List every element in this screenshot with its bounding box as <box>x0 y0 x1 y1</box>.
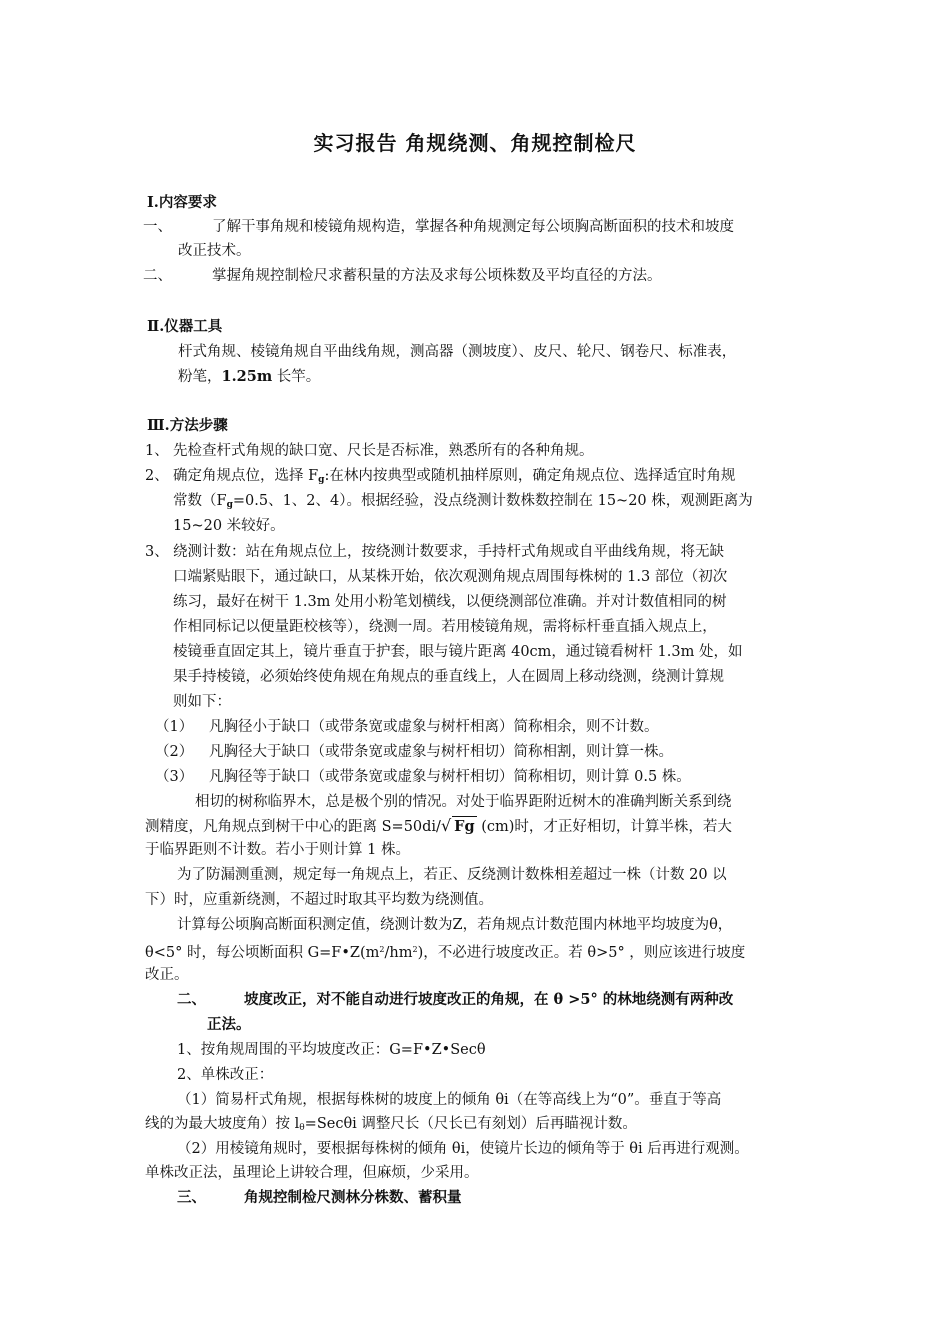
item-2-line-1: 掌握角规控制检尺求蓄积量的方法及求每公顷株数及平均直径的方法。 <box>212 268 662 284</box>
rule-1-number: （1） <box>155 719 194 735</box>
recount-para-line-2: 下）时，应重新绕测，不超过时取其平均数为绕测值。 <box>145 892 493 908</box>
basal-text-c: )，不必进行坡度改正。若 θ>5° ，则应该进行坡度 <box>417 945 746 961</box>
step-3-line-3: 练习，最好在树干 1.3m 处用小粉笔划横线，以便绕测部位准确。并对计数值相同的树 <box>173 594 727 610</box>
step-2-line-2 <box>173 491 753 515</box>
rule-3-number: （3） <box>155 769 194 785</box>
section-3-number: Ⅲ. <box>147 417 170 434</box>
superscript-1: 2 <box>379 945 385 954</box>
slope-method-2b-line-1: （2）用棱镜角规时，要根据每株树的倾角 θi，使镜片长边的倾角等于 θi 后再进行观测。 <box>177 1141 749 1157</box>
basal-text-a: θ<5° 时，每公顷断面积 G=F•Z(m <box>145 945 380 961</box>
slope-method-1: 1、按角规周围的平均坡度改正：G=F•Z•Secθ <box>177 1042 486 1058</box>
tools-text-end: 长竿。 <box>272 369 321 385</box>
step-3-line-2: 口端紧贴眼下，通过缺口，从某株开始，依次观测角规点周围每株树的 1.3 部位（初次 <box>173 569 728 585</box>
rule-2-number: （2） <box>155 744 194 760</box>
step-3-line-6: 果手持棱镜，必须始终使角规在角规点的垂直线上，人在圆周上移动绕测，绕测计算规 <box>173 669 724 685</box>
item-1-line-2: 改正技术。 <box>178 243 251 259</box>
critical-para-line-2 <box>145 816 732 837</box>
method-2a-text-a: 线的为最大坡度角）按 l <box>145 1116 300 1132</box>
fg-subscript: g <box>318 475 325 485</box>
control-heading: 角规控制检尺测林分株数、蓄积量 <box>244 1189 462 1206</box>
step-2-text-c: 常数（F <box>173 493 227 509</box>
recount-para-line-1: 为了防漏测重测，规定每一角规点上，若正、反绕测计数株相差超过一株（计数 20 以 <box>177 867 727 883</box>
critical-text-a: 测精度，凡角规点到树干中心的距离 S=50di/ <box>145 819 441 835</box>
rule-1-text: 凡胸径小于缺口（或带条宽或虚象与树杆相离）简称相余，则不计数。 <box>209 719 659 735</box>
item-1-line-1: 了解干事角规和棱镜角规构造，掌握各种角规测定每公顷胸高断面积的技术和坡度 <box>212 219 734 235</box>
basal-para-line-3: 改正。 <box>145 967 189 983</box>
tools-line-1: 杆式角规、棱镜角规自平曲线角规，测高器（测坡度）、皮尺、轮尺、钢卷尺、标准表， <box>178 344 737 360</box>
rule-2-text: 凡胸径大于缺口（或带条宽或虚象与树杆相切）简称相割，则计算一株。 <box>209 744 673 760</box>
slope-heading-line-2: 正法。 <box>207 1016 251 1033</box>
step-3-line-7: 则如下： <box>173 694 231 710</box>
tools-length: 1.25m <box>221 368 273 385</box>
step-2-text-d: =0.5、1、2、4）。根据经验，没点绕测计数株数控制在 15~20 株，观测距离为 <box>232 493 753 509</box>
step-3-number: 3、 <box>145 544 169 560</box>
section-1-heading <box>147 193 217 213</box>
section-2-title: 仪器工具 <box>164 318 223 335</box>
theta-subscript: θ <box>299 1123 305 1133</box>
control-number: 三、 <box>177 1189 206 1206</box>
section-3-title: 方法步骤 <box>169 417 228 434</box>
slope-method-2a-line-2 <box>145 1114 637 1138</box>
superscript-2: 2 <box>412 945 418 954</box>
step-2-text-b: :在林内按典型或随机抽样原则，确定角规点位、选择适宜时角规 <box>324 468 736 484</box>
slope-method-2: 2、单株改正： <box>177 1067 274 1083</box>
tools-text: 粉笔， <box>178 369 222 385</box>
basal-para-line-1: 计算每公顷胸高断面积测定值，绕测计数为Z，若角规点计数范围内林地平均坡度为θ， <box>177 917 733 933</box>
section-1-title: 内容要求 <box>158 194 217 211</box>
step-1-line-1: 先检查杆式角规的缺口宽、尺长是否标准，熟悉所有的各种角规。 <box>173 443 594 459</box>
section-3-heading <box>147 416 228 436</box>
critical-text-b: (cm)时，才正好相切，计算半株，若大 <box>476 819 732 835</box>
critical-para-line-1: 相切的树称临界木，总是极个别的情况。对处于临界距附近树木的准确判断关系到绕 <box>195 794 732 810</box>
section-2-number: Ⅱ. <box>147 318 165 335</box>
slope-number: 二、 <box>177 991 206 1008</box>
step-1-number: 1、 <box>145 443 169 459</box>
slope-heading-line-1: 坡度改正，对不能自动进行坡度改正的角规，在 θ >5° 的林地绕测有两种改 <box>244 991 734 1008</box>
rule-3-text: 凡胸径等于缺口（或带条宽或虚象与树杆相切）简称相切，则计算 0.5 株。 <box>209 769 691 785</box>
slope-method-2a-line-1: （1）简易杆式角规，根据每株树的坡度上的倾角 θi（在等高线上为“0”。垂直于等高 <box>177 1092 722 1108</box>
sqrt-fg: Fg <box>454 818 475 835</box>
tools-line-2 <box>178 367 320 387</box>
item-2-number: 二、 <box>143 268 172 284</box>
step-2-text-a: 确定角规点位，选择 F <box>173 468 319 484</box>
section-2-heading <box>147 317 222 337</box>
critical-para-line-3: 于临界距则不计数。若小于则计算 1 株。 <box>145 842 410 858</box>
basal-para-line-2 <box>145 940 745 963</box>
step-2-number: 2、 <box>145 468 169 484</box>
page-title: 实习报告 角规绕测、角规控制检尺 <box>313 131 637 155</box>
section-1-number: Ⅰ. <box>147 194 159 211</box>
step-2-line-3: 15~20 米较好。 <box>173 518 285 534</box>
sqrt-symbol: √ <box>440 816 452 835</box>
item-1-number: 一、 <box>143 219 172 235</box>
step-3-line-5: 棱镜垂直固定其上，镜片垂直于护套，眼与镜片距离 40cm，通过镜看树杆 1.3m 处，如 <box>173 644 743 660</box>
step-2-line-1 <box>173 466 735 490</box>
step-3-line-4: 作相同标记以便量距校核等），绕测一周。若用棱镜角规，需将标杆垂直插入规点上， <box>173 619 717 635</box>
method-2a-text-b: =Secθi 调整尺长（尺长已有刻划）后再瞄视计数。 <box>304 1116 637 1132</box>
fg-subscript-2: g <box>226 500 233 510</box>
step-3-line-1: 绕测计数：站在角规点位上，按绕测计数要求，手持杆式角规或自平曲线角规，将无缺 <box>173 544 724 560</box>
slope-method-2b-line-2: 单株改正法，虽理论上讲较合理，但麻烦，少采用。 <box>145 1165 479 1181</box>
basal-text-b: /hm <box>384 945 413 961</box>
